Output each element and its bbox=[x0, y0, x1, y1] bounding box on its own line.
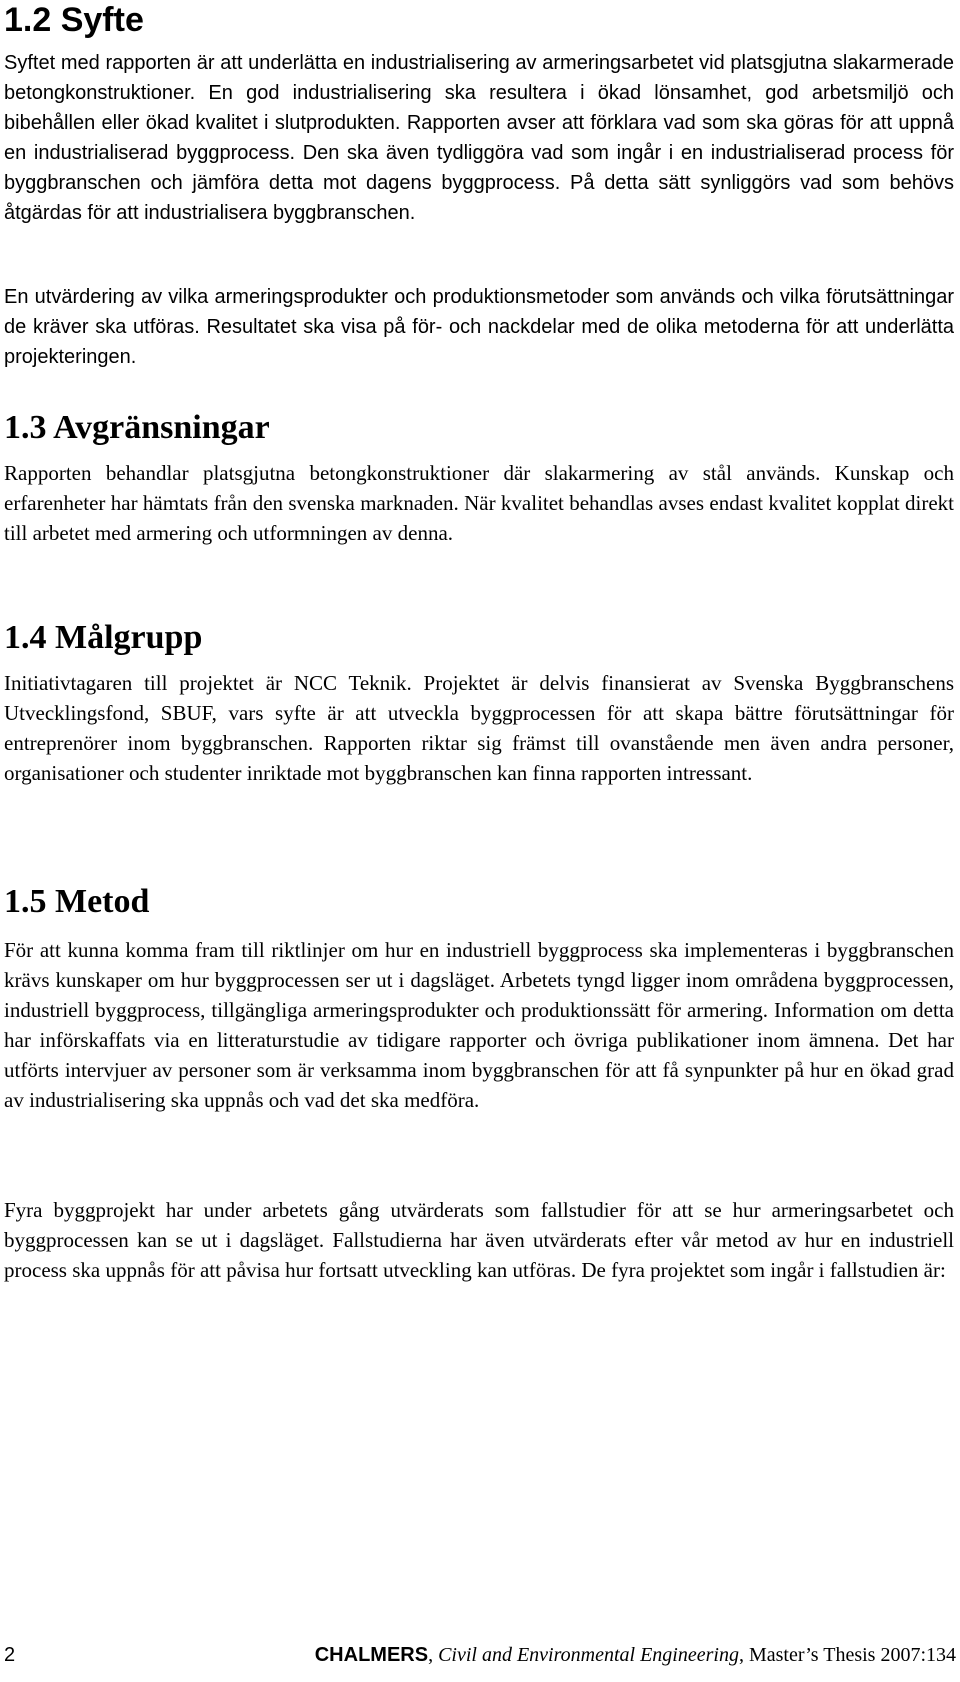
paragraph-syfte-2: En utvärdering av vilka armeringsprodukter och produktionsmetoder som används och vilka förutsättningar de kräver ska utföras. Resultatet ska visa på för- och nackdelar med de olika metoderna för att underlätta projekteringen. bbox=[4, 286, 954, 368]
paragraph-metod-2: Fyra byggprojekt har under arbetets gång utvärderats som fallstudier för att se hur armeringsarbetet och byggprocessen kan se ut i dagsläget. Fallstudierna har även utvärderats efter vår metod av hur en industriell process ska uppnås för att påvisa hur fortsatt utveckling kan utföras. De fyra projektet som ingår i fallstudien är: bbox=[4, 1198, 954, 1282]
footer-text bbox=[315, 1640, 956, 1670]
footer-institution: CHALMERS bbox=[314, 1644, 429, 1666]
heading-syfte: 1.2 Syfte bbox=[4, 1, 144, 39]
footer-thesis: , Master’s Thesis 2007:134 bbox=[738, 1644, 956, 1666]
heading-avgransningar: 1.3 Avgränsningar bbox=[4, 409, 270, 446]
heading-metod: 1.5 Metod bbox=[4, 883, 150, 920]
paragraph-syfte-1: Syftet med rapporten är att underlätta en industrialisering av armeringsarbetet vid platsgjutna slakarmerade betongkonstruktioner. En god industrialisering ska resultera i ökad lönsamhet, god arbetsmiljö och bibehållen eller ökad kvalitet i slutprodukten. Rapporten avser att förklara vad som ska göras för att uppnå en industrialiserad byggprocess. Den ska även tydliggöra vad som ingår i en industrialiserad process för byggbranschen och jämföra detta mot dagens byggprocess. På detta sätt synliggörs vad som behövs åtgärdas för att industrialisera byggbranschen. bbox=[4, 52, 954, 224]
page-number: 2 bbox=[4, 1644, 16, 1666]
paragraph-malgrupp: Initiativtagaren till projektet är NCC Teknik. Projektet är delvis finansierat av Svenska Byggbranschens Utvecklingsfond, SBUF, vars syfte är att utveckla byggprocessen för att skapa bättre förutsättningar för entreprenörer inom byggbranschen. Rapporten riktar sig främst till ovanstående men även andra personer, organisationer och studenter inriktade mot byggbranschen kan finna rapporten intressant. bbox=[4, 671, 954, 785]
footer-separator: , bbox=[428, 1644, 439, 1666]
footer-department: Civil and Environmental Engineering bbox=[438, 1644, 739, 1666]
page-footer bbox=[4, 1640, 956, 1670]
heading-malgrupp: 1.4 Målgrupp bbox=[4, 619, 203, 656]
paragraph-metod-1: För att kunna komma fram till riktlinjer om hur en industriell byggprocess ska implementeras i byggbranschen krävs kunskaper om hur byggprocessen ser ut i dagsläget. Arbetets tyngd ligger inom områdena byggprocessen, industriell byggprocess, tillgängliga armeringsprodukter och produktionssätt för armering. Information om detta har införskaffats via en litteraturstudie av tidigare rapporter och övriga publikationer inom ämnena. Det har utförts intervjuer av personer som är verksamma inom byggbranschen för att få synpunkter på hur en ökad grad av industrialisering ska uppnås och vad det ska medföra. bbox=[4, 938, 954, 1112]
paragraph-avgransningar: Rapporten behandlar platsgjutna betongkonstruktioner där slakarmering av stål används. Kunskap och erfarenheter har hämtats från den svenska marknaden. När kvalitet behandlas avses endast kvalitet kopplat direkt till arbetet med armering och utformningen av denna. bbox=[4, 461, 954, 545]
